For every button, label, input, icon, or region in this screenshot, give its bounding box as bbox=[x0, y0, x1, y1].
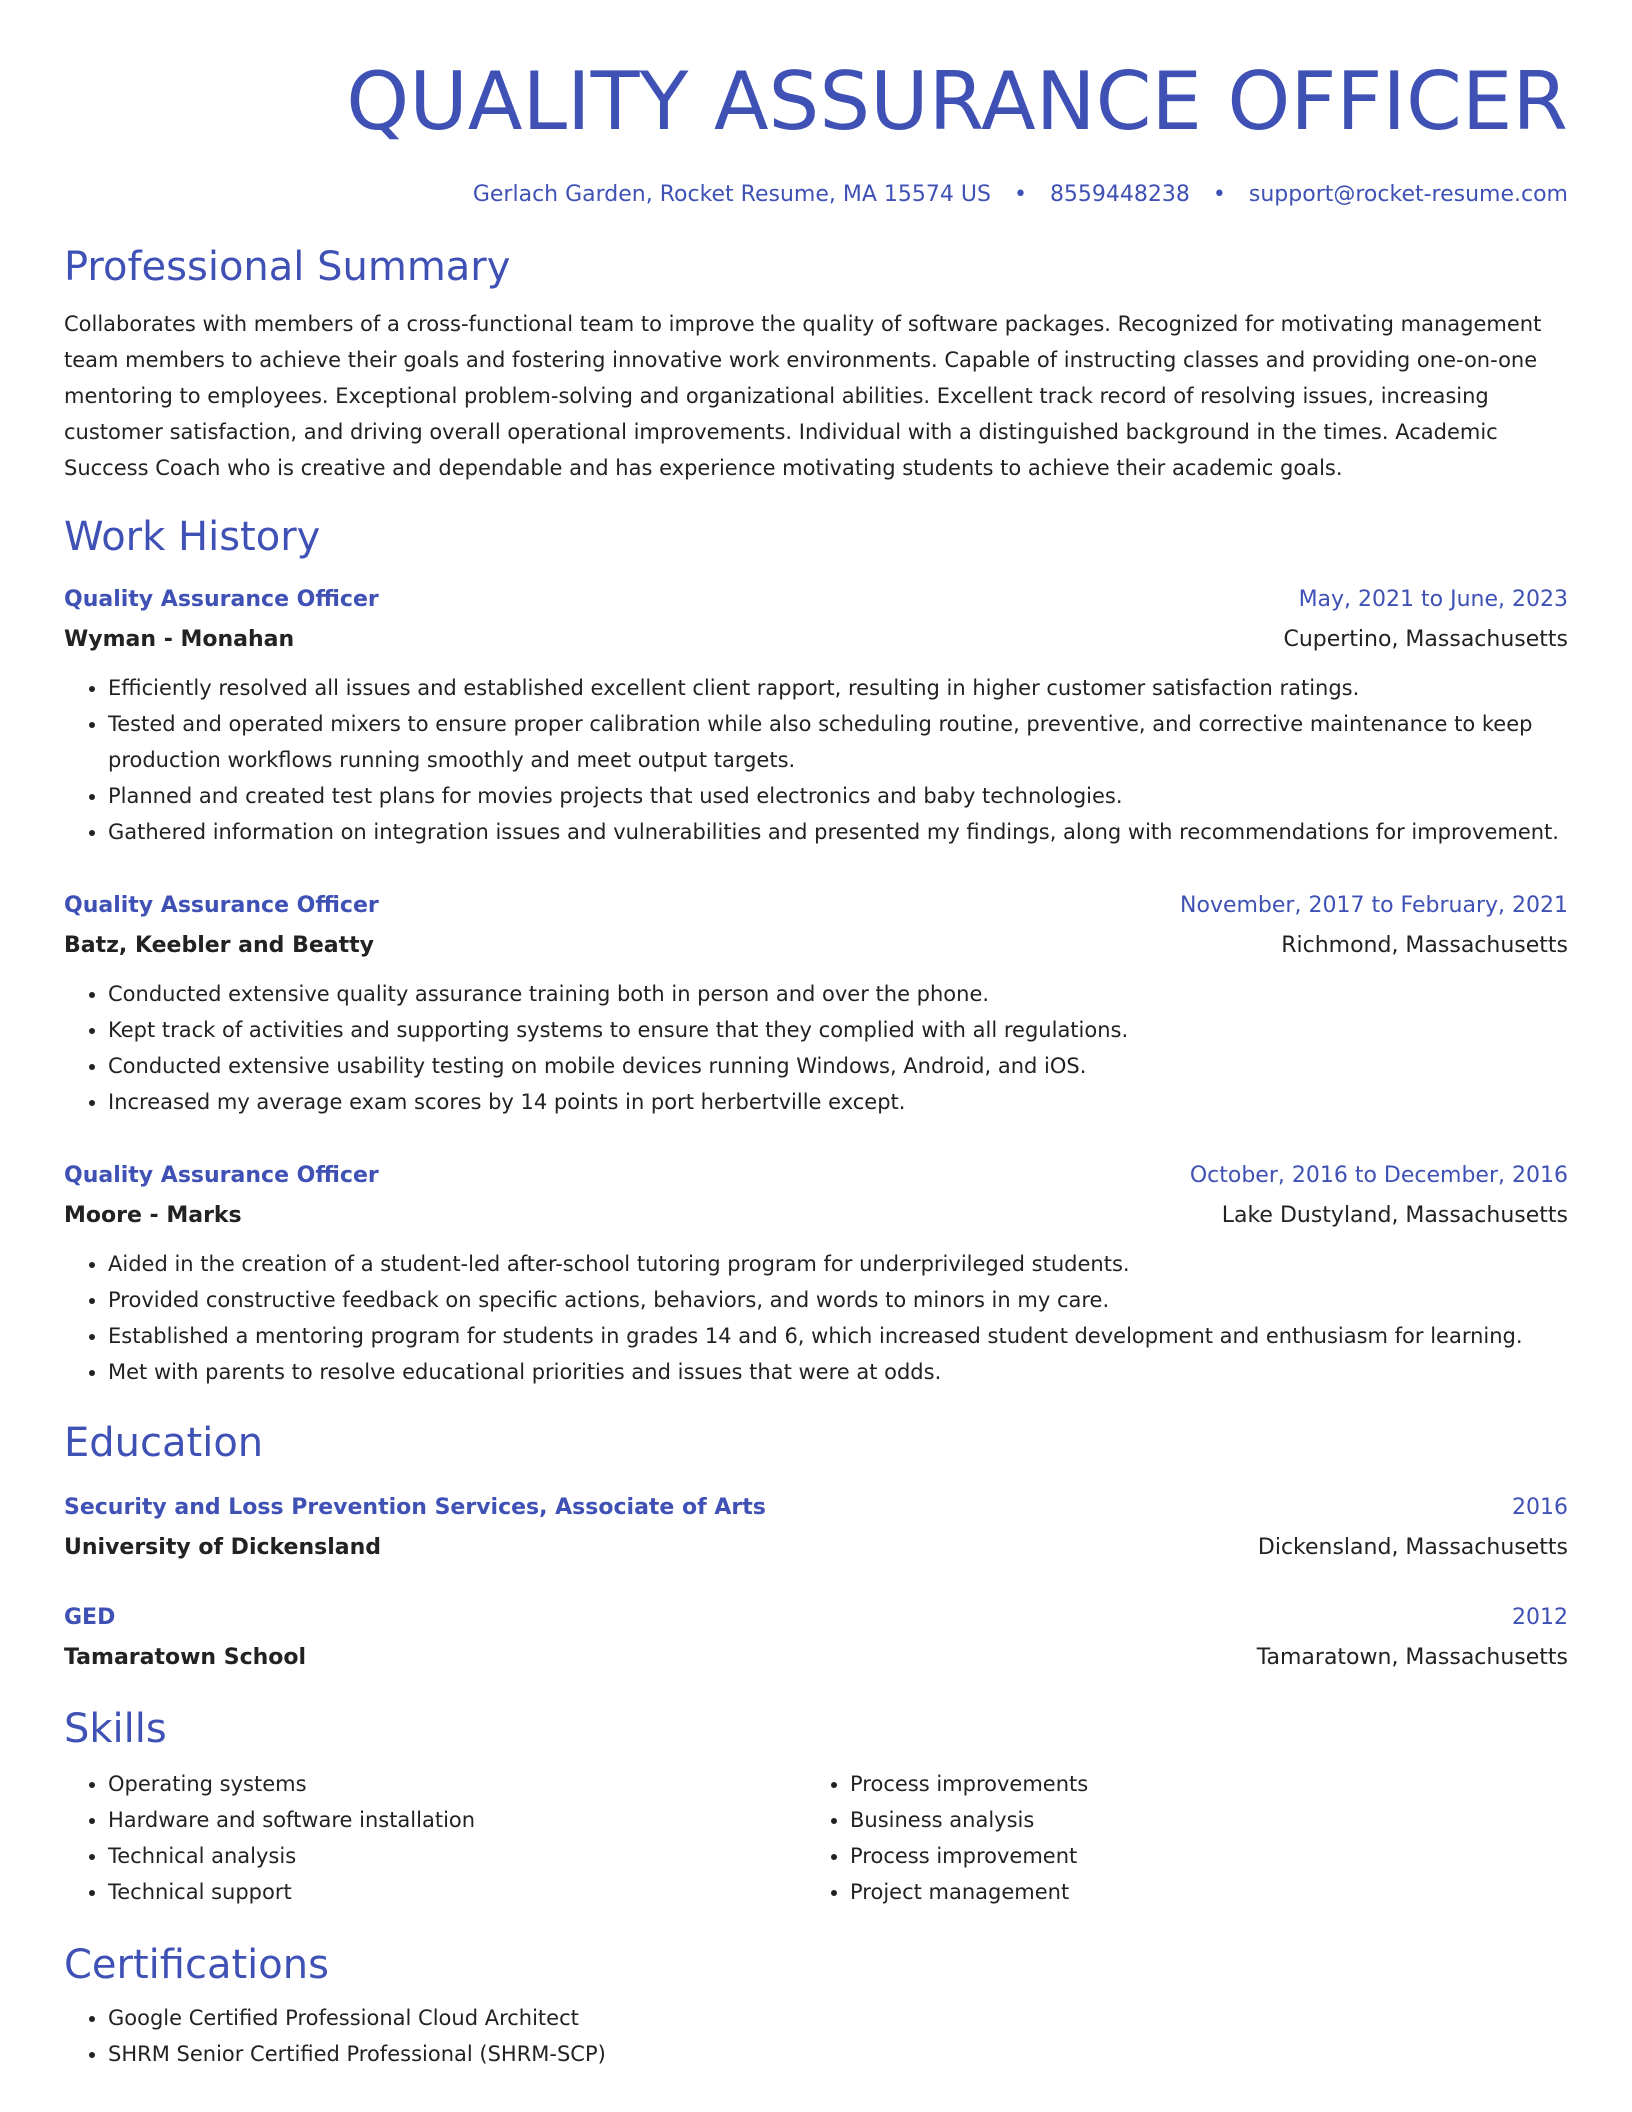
contact-line bbox=[64, 180, 1568, 210]
job-company-row bbox=[64, 926, 1568, 966]
resume-header bbox=[64, 0, 1568, 210]
job-header-row bbox=[64, 1156, 1568, 1196]
job-bullet: • Efficiently resolved all issues and established excellent client rapport, resulting in higher customer satisfaction ratings. bbox=[108, 670, 1568, 706]
education-school-row bbox=[64, 1528, 1568, 1568]
job-header-row bbox=[64, 886, 1568, 926]
education-entry bbox=[64, 1598, 1568, 1678]
education-location: Dickensland, Massachusetts bbox=[1257, 1535, 1568, 1560]
job-company: Wyman - Monahan bbox=[64, 627, 295, 652]
contact-phone: 8559448238 bbox=[1049, 182, 1190, 207]
education-school: University of Dickensland bbox=[64, 1535, 382, 1560]
work-history-heading: Work History bbox=[64, 514, 321, 560]
job-bullet: • Established a mentoring program for students in grades 14 and 6, which increased student development and enthusiasm for learning. bbox=[108, 1318, 1568, 1354]
education-degree: GED bbox=[64, 1605, 116, 1630]
certification-item: • SHRM Senior Certified Professional (SHRM-SCP) bbox=[108, 2036, 1568, 2072]
skill-item: • Process improvement bbox=[850, 1838, 1548, 1874]
skill-item: • Process improvements bbox=[850, 1766, 1548, 1802]
job-bullets bbox=[64, 976, 1568, 1120]
education-header-row bbox=[64, 1598, 1568, 1638]
skill-item: • Hardware and software installation bbox=[108, 1802, 806, 1838]
job-bullet: • Provided constructive feedback on specific actions, behaviors, and words to minors in my care. bbox=[108, 1282, 1568, 1318]
education-year: 2016 bbox=[1512, 1495, 1568, 1520]
job-bullets bbox=[64, 1246, 1568, 1390]
job-bullets bbox=[64, 670, 1568, 850]
skills-list-right bbox=[806, 1766, 1548, 1910]
job-dates: May, 2021 to June, 2023 bbox=[1298, 587, 1568, 612]
education-location: Tamaratown, Massachusetts bbox=[1256, 1645, 1568, 1670]
skill-item: • Project management bbox=[850, 1874, 1548, 1910]
skills-list-left bbox=[64, 1766, 806, 1910]
job-bullet: • Kept track of activities and supporting systems to ensure that they complied with all regulations. bbox=[108, 1012, 1568, 1048]
education-entry bbox=[64, 1488, 1568, 1568]
job-bullet: • Conducted extensive quality assurance training both in person and over the phone. bbox=[108, 976, 1568, 1012]
education-degree: Security and Loss Prevention Services, Associate of Arts bbox=[64, 1495, 766, 1520]
job-bullet: • Conducted extensive usability testing on mobile devices running Windows, Android, and iOS. bbox=[108, 1048, 1568, 1084]
contact-separator: • bbox=[1212, 182, 1226, 207]
certifications-list bbox=[64, 2000, 1568, 2072]
job-role: Quality Assurance Officer bbox=[64, 1163, 379, 1188]
education-school-row bbox=[64, 1638, 1568, 1678]
job-bullet: • Planned and created test plans for movies projects that used electronics and baby technologies. bbox=[108, 778, 1568, 814]
job-bullet: • Met with parents to resolve educational priorities and issues that were at odds. bbox=[108, 1354, 1568, 1390]
job-bullet: • Increased my average exam scores by 14 points in port herbertville except. bbox=[108, 1084, 1568, 1120]
job-company-row bbox=[64, 1196, 1568, 1236]
job-company: Moore - Marks bbox=[64, 1203, 242, 1228]
job-bullet: • Gathered information on integration issues and vulnerabilities and presented my findings, along with recommendations for improvement. bbox=[108, 814, 1568, 850]
job-header-row bbox=[64, 580, 1568, 620]
job-location: Cupertino, Massachusetts bbox=[1283, 627, 1568, 652]
job-company-row bbox=[64, 620, 1568, 660]
job-location: Richmond, Massachusetts bbox=[1281, 933, 1568, 958]
summary-text: Collaborates with members of a cross-functional team to improve the quality of software packages. Recognized for motivating management team members to achieve their goals and fostering innovative work environments. Capable of instructing classes and providing one-on-one mentoring to employees. Exceptional problem-solving and organizational abilities. Excellent track record of resolving issues, increasing customer satisfaction, and driving overall operational improvements. Individual with a distinguished background in the times. Academic Success Coach who is creative and dependable and has experience motivating students to achieve their academic goals. bbox=[64, 312, 1542, 480]
skills-heading: Skills bbox=[64, 1706, 167, 1752]
job-bullet: • Tested and operated mixers to ensure proper calibration while also scheduling routine, preventive, and corrective maintenance to keep production workflows running smoothly and meet output targets. bbox=[108, 706, 1568, 778]
education-header-row bbox=[64, 1488, 1568, 1528]
education-school: Tamaratown School bbox=[64, 1645, 307, 1670]
contact-email[interactable]: support@rocket-resume.com bbox=[1248, 182, 1568, 207]
job-entry bbox=[64, 580, 1568, 850]
job-dates: October, 2016 to December, 2016 bbox=[1189, 1163, 1568, 1188]
job-role: Quality Assurance Officer bbox=[64, 893, 379, 918]
skill-item: • Operating systems bbox=[108, 1766, 806, 1802]
skill-item: • Technical analysis bbox=[108, 1838, 806, 1874]
job-entry bbox=[64, 886, 1568, 1120]
job-entry bbox=[64, 1156, 1568, 1390]
job-role: Quality Assurance Officer bbox=[64, 587, 379, 612]
skill-item: • Technical support bbox=[108, 1874, 806, 1910]
summary-heading: Professional Summary bbox=[64, 244, 511, 290]
education-heading: Education bbox=[64, 1420, 264, 1466]
certifications-heading: Certifications bbox=[64, 1942, 329, 1988]
skills-columns bbox=[64, 1766, 1568, 1910]
contact-address: Gerlach Garden, Rocket Resume, MA 15574 US bbox=[472, 182, 991, 207]
education-year: 2012 bbox=[1512, 1605, 1568, 1630]
contact-separator: • bbox=[1013, 182, 1027, 207]
resume-name: QUALITY ASSURANCE OFFICER bbox=[346, 55, 1568, 148]
certification-item: • Google Certified Professional Cloud Architect bbox=[108, 2000, 1568, 2036]
job-location: Lake Dustyland, Massachusetts bbox=[1221, 1203, 1568, 1228]
job-bullet: • Aided in the creation of a student-led after-school tutoring program for underprivileged students. bbox=[108, 1246, 1568, 1282]
job-dates: November, 2017 to February, 2021 bbox=[1180, 893, 1568, 918]
job-company: Batz, Keebler and Beatty bbox=[64, 933, 374, 958]
skill-item: • Business analysis bbox=[850, 1802, 1548, 1838]
